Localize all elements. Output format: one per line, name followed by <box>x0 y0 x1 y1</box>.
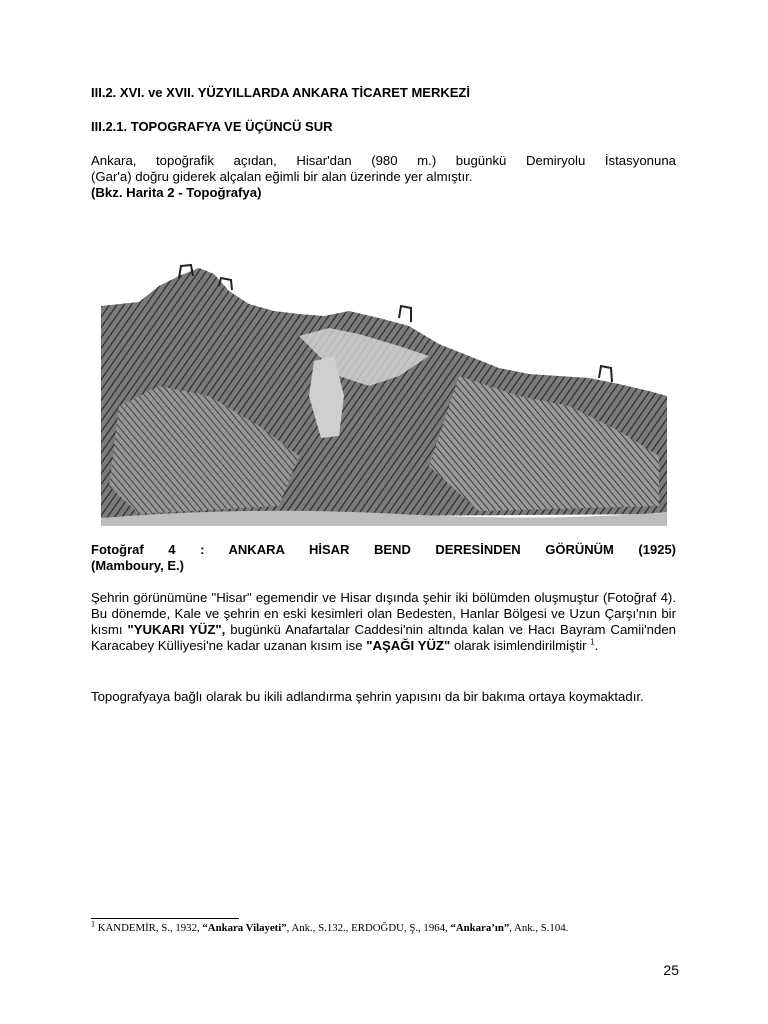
subsection-heading: III.2.1. TOPOGRAFYA VE ÜÇÜNCÜ SUR <box>91 119 333 134</box>
body-paragraph-1 <box>91 590 676 654</box>
para1-text-b: bugünkü Anafartalar Caddesi'nin altında kalan ve Hacı Bayram Camii'nden Karacabey Külliyesi'ne kadar uzanan kısım ise <box>91 622 676 653</box>
para1-text-c: olarak isimlendirilmiştir <box>450 638 591 653</box>
footnote-text-b: , Ank., S.132., ERDOĞDU, Ş., 1964, <box>286 922 451 934</box>
intro-line-1: Ankara, topoğrafik açıdan, Hisar'dan (980 m.) bugünkü Demiryolu İstasyonuna <box>91 153 676 168</box>
body-paragraph-2: Topografyaya bağlı olarak bu ikili adlandırma şehrin yapısını da bir bakıma ortaya koymaktadır. <box>91 689 644 704</box>
yukari-yuz-term: "YUKARI YÜZ", <box>127 622 226 637</box>
footnote-divider <box>91 918 239 919</box>
section-heading: III.2. XVI. ve XVII. YÜZYILLARDA ANKARA TİCARET MERKEZİ <box>91 85 470 100</box>
intro-line-2: (Gar'a) doğru giderek alçalan eğimli bir alan üzerinde yer almıştır. <box>91 169 473 184</box>
para1-text-a: Şehrin görünümüne "Hisar" egemendir ve Hisar dışında şehir iki bölümden oluşmuştur (Fotoğraf 4). Bu dönemde, Kale ve şehrin en eski kesimleri olan Bedesten, Hanlar Bölgesi ve Uzun Çarşı'nın bir kısmı <box>91 590 676 637</box>
footnote-number: 1 <box>91 919 95 929</box>
footnote-title-2: “Ankara’ın” <box>450 922 510 934</box>
ankara-castle-photo <box>99 256 669 526</box>
map-reference: (Bkz. Harita 2 - Topoğrafya) <box>91 185 262 200</box>
footnote-text-c: , Ank., S.104. <box>509 922 569 934</box>
para1-text-d: . <box>594 638 599 653</box>
footnote-title-1: “Ankara Vilayeti” <box>202 922 287 934</box>
page-number: 25 <box>663 962 679 978</box>
photo-caption-line-2: (Mamboury, E.) <box>91 558 184 573</box>
photo-caption-line-1: Fotoğraf 4 : ANKARA HİSAR BEND DERESİNDEN GÖRÜNÜM (1925) <box>91 542 676 557</box>
footnote-text-a: KANDEMİR, S., 1932, <box>95 922 203 934</box>
footnote <box>91 919 691 935</box>
footnote-marker: 1 <box>590 637 595 647</box>
asagi-yuz-term: "AŞAĞI YÜZ" <box>366 638 451 653</box>
